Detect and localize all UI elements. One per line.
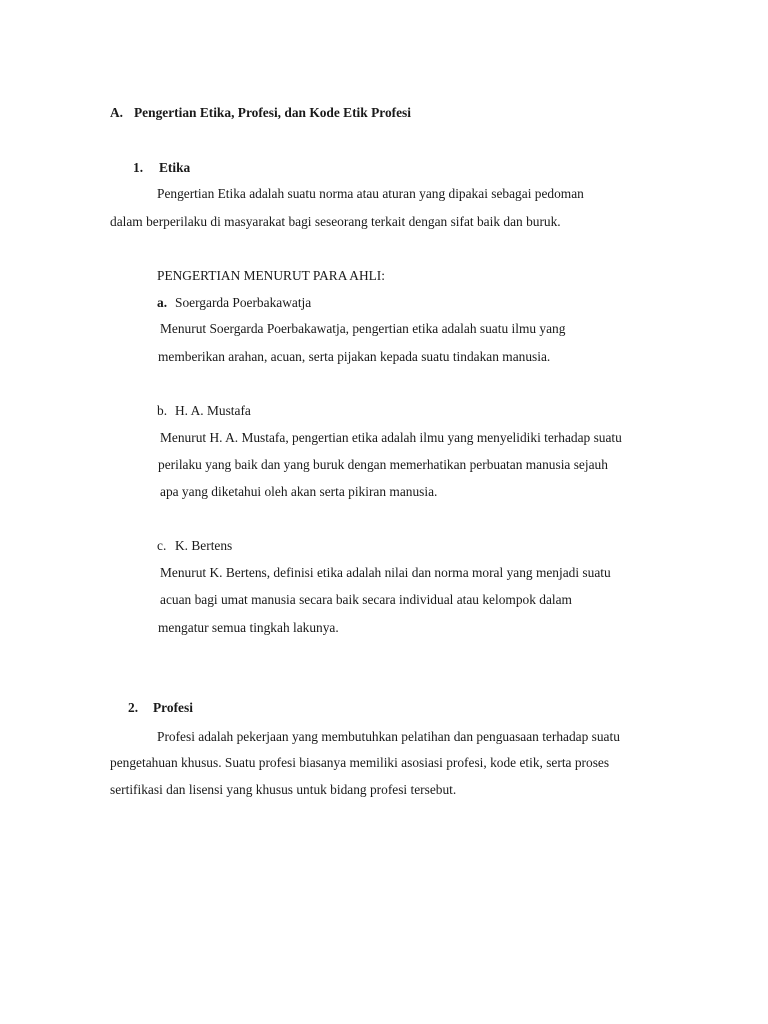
expert-a-marker: a. <box>157 295 168 310</box>
etika-definition-line-1: Pengertian Etika adalah suatu norma atau aturan yang dipakai sebagai pedoman <box>157 186 584 201</box>
expert-b-line-3: apa yang diketahui oleh akan serta pikiran manusia. <box>160 484 438 499</box>
experts-heading: PENGERTIAN MENURUT PARA AHLI: <box>157 268 385 283</box>
expert-a-line-1: Menurut Soergarda Poerbakawatja, pengertian etika adalah suatu ilmu yang <box>160 321 566 336</box>
profesi-line-2: pengetahuan khusus. Suatu profesi biasanya memiliki asosiasi profesi, kode etik, serta proses <box>110 755 610 770</box>
section-a-heading <box>110 105 411 121</box>
section-a-marker: A. <box>110 105 124 120</box>
section-a-title: Pengertian Etika, Profesi, dan Kode Etik Profesi <box>134 105 411 120</box>
expert-a-heading <box>157 295 311 311</box>
profesi-marker: 2. <box>128 700 139 715</box>
expert-b-marker: b. <box>157 403 168 418</box>
etika-marker: 1. <box>133 160 144 175</box>
profesi-line-1: Profesi adalah pekerjaan yang membutuhkan pelatihan dan penguasaan terhadap suatu <box>157 729 620 744</box>
profesi-title: Profesi <box>153 700 193 715</box>
etika-title: Etika <box>159 160 191 175</box>
profesi-heading <box>128 700 193 716</box>
expert-c-marker: c. <box>157 538 167 553</box>
expert-a-name: Soergarda Poerbakawatja <box>175 295 312 310</box>
expert-c-heading <box>157 538 232 554</box>
etika-definition-line-2: dalam berperilaku di masyarakat bagi seseorang terkait dengan sifat baik dan buruk. <box>110 214 561 229</box>
etika-heading <box>133 160 190 176</box>
expert-c-line-2: acuan bagi umat manusia secara baik secara individual atau kelompok dalam <box>160 592 572 607</box>
expert-c-line-1: Menurut K. Bertens, definisi etika adalah nilai dan norma moral yang menjadi suatu <box>160 565 611 580</box>
expert-b-line-2: perilaku yang baik dan yang buruk dengan memerhatikan perbuatan manusia sejauh <box>158 457 608 472</box>
expert-b-line-1: Menurut H. A. Mustafa, pengertian etika adalah ilmu yang menyelidiki terhadap suatu <box>160 430 622 445</box>
expert-a-line-2: memberikan arahan, acuan, serta pijakan kepada suatu tindakan manusia. <box>158 349 551 364</box>
expert-c-name: K. Bertens <box>175 538 233 553</box>
expert-b-heading <box>157 403 251 419</box>
profesi-line-3: sertifikasi dan lisensi yang khusus untuk bidang profesi tersebut. <box>110 782 457 797</box>
expert-b-name: H. A. Mustafa <box>175 403 251 418</box>
expert-c-line-3: mengatur semua tingkah lakunya. <box>158 620 339 635</box>
